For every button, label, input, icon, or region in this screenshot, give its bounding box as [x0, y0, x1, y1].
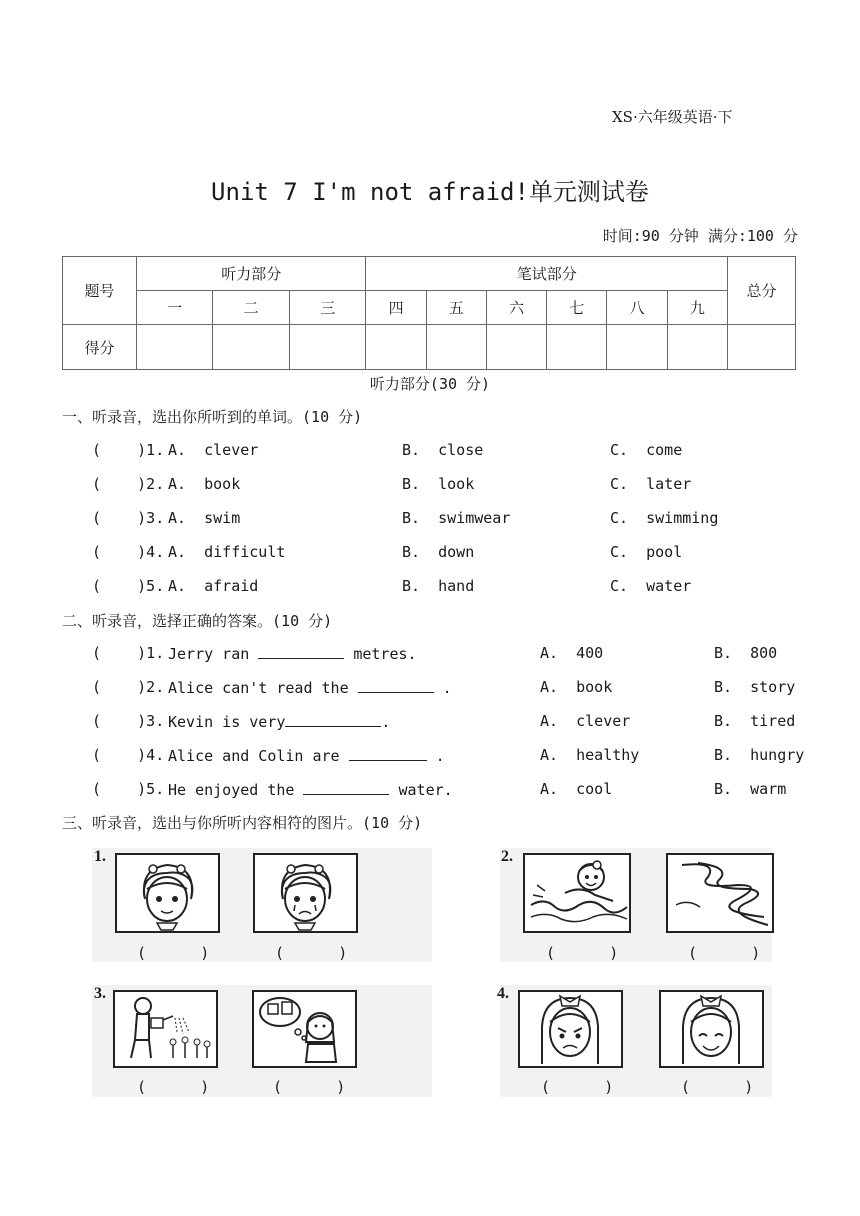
fill-blank[interactable]	[349, 746, 427, 761]
option-b: B. down	[402, 543, 475, 561]
question-text: Kevin is very	[168, 713, 286, 731]
score-cell[interactable]	[213, 325, 289, 370]
picture-number: 1.	[94, 848, 106, 865]
answer-paren[interactable]: ( )	[541, 1078, 614, 1096]
river-icon	[666, 853, 774, 933]
score-table	[62, 256, 796, 370]
answer-bracket[interactable]: ( )2.	[92, 475, 165, 493]
option-c: C. water	[610, 577, 692, 595]
score-cell[interactable]	[547, 325, 607, 370]
option-c: C. come	[610, 441, 683, 459]
question-text: water.	[389, 781, 453, 799]
section-cell: 九	[667, 291, 727, 325]
section-cell: 五	[426, 291, 486, 325]
question-text: Alice can't read the	[168, 679, 358, 697]
score-cell[interactable]	[486, 325, 546, 370]
question-row	[92, 475, 692, 495]
smiling-girl-icon	[659, 990, 764, 1068]
option-b: B. hungry	[714, 746, 805, 764]
score-cell[interactable]	[607, 325, 667, 370]
answer-bracket[interactable]: ( )5.	[92, 780, 165, 798]
score-cell[interactable]	[366, 325, 426, 370]
option-a: A. clever	[540, 712, 631, 730]
question-row	[92, 712, 796, 732]
question-text: He enjoyed the	[168, 781, 304, 799]
option-a: A. book	[540, 678, 613, 696]
question-row	[92, 577, 692, 597]
answer-paren[interactable]: ( )	[273, 1078, 346, 1096]
section-cell: 四	[366, 291, 426, 325]
answer-bracket[interactable]: ( )5.	[92, 577, 165, 595]
option-a: A. 400	[540, 644, 604, 662]
question-row	[92, 780, 787, 800]
question-text: Alice and Colin are	[168, 747, 349, 765]
grade-label: XS·六年级英语·下	[612, 108, 733, 126]
answer-bracket[interactable]: ( )1.	[92, 441, 165, 459]
section-cell: 一	[137, 291, 213, 325]
question-row	[92, 509, 719, 529]
option-a: A. book	[168, 475, 241, 493]
option-a: A. afraid	[168, 577, 259, 595]
question-row	[92, 746, 805, 766]
option-a: A. cool	[540, 780, 613, 798]
crying-girl-icon	[253, 853, 358, 933]
score-cell[interactable]	[667, 325, 727, 370]
girl-thinking-food-icon	[252, 990, 357, 1068]
answer-paren[interactable]: ( )	[275, 944, 348, 962]
score-label: 得分	[63, 325, 137, 370]
option-b: B. swimwear	[402, 509, 511, 527]
fill-blank[interactable]	[258, 644, 344, 659]
answer-bracket[interactable]: ( )2.	[92, 678, 165, 696]
option-b: B. look	[402, 475, 475, 493]
option-b: B. story	[714, 678, 796, 696]
gardener-icon	[113, 990, 218, 1068]
girl-face-icon	[115, 853, 220, 933]
fill-blank[interactable]	[285, 712, 381, 727]
picture-number: 3.	[94, 985, 106, 1002]
picture-number: 4.	[497, 985, 509, 1002]
option-b: B. hand	[402, 577, 475, 595]
picture-number: 2.	[501, 848, 513, 865]
page-title: Unit 7 I'm not afraid!单元测试卷	[211, 178, 649, 206]
option-b: B. warm	[714, 780, 787, 798]
answer-bracket[interactable]: ( )3.	[92, 712, 165, 730]
answer-paren[interactable]: ( )	[681, 1078, 754, 1096]
question-row	[92, 543, 683, 563]
answer-bracket[interactable]: ( )1.	[92, 644, 165, 662]
question-text: .	[381, 713, 391, 731]
question-row	[92, 678, 796, 698]
section-cell: 七	[547, 291, 607, 325]
score-cell[interactable]	[426, 325, 486, 370]
option-a: A. swim	[168, 509, 241, 527]
part3-title: 三、听录音，选出与你所听内容相符的图片。(10 分)	[62, 814, 423, 832]
option-a: A. healthy	[540, 746, 640, 764]
total-header: 总分	[728, 257, 796, 325]
option-b: B. 800	[714, 644, 778, 662]
question-text: .	[433, 679, 452, 697]
answer-paren[interactable]: ( )	[688, 944, 761, 962]
question-no-header: 题号	[63, 257, 137, 325]
option-c: C. later	[610, 475, 692, 493]
time-info: 时间:90 分钟 满分:100 分	[602, 227, 798, 245]
section-cell: 八	[607, 291, 667, 325]
option-a: A. clever	[168, 441, 259, 459]
listening-header: 听力部分	[137, 257, 366, 291]
score-cell[interactable]	[728, 325, 796, 370]
question-row	[92, 644, 778, 664]
part1-title: 一、听录音，选出你所听到的单词。(10 分)	[62, 408, 363, 426]
answer-paren[interactable]: ( )	[546, 944, 619, 962]
answer-bracket[interactable]: ( )3.	[92, 509, 165, 527]
question-text: .	[426, 747, 445, 765]
part2-title: 二、听录音，选择正确的答案。(10 分)	[62, 612, 333, 630]
section-cell: 六	[486, 291, 546, 325]
option-b: B. close	[402, 441, 484, 459]
score-cell[interactable]	[137, 325, 213, 370]
option-c: C. pool	[610, 543, 683, 561]
option-c: C. swimming	[610, 509, 719, 527]
question-text: metres.	[344, 645, 417, 663]
answer-paren[interactable]: ( )	[137, 944, 210, 962]
swimmer-icon	[523, 853, 631, 933]
question-row	[92, 441, 683, 461]
answer-bracket[interactable]: ( )4.	[92, 543, 165, 561]
answer-paren[interactable]: ( )	[137, 1078, 210, 1096]
option-a: A. difficult	[168, 543, 286, 561]
section-cell: 三	[289, 291, 366, 325]
fill-blank[interactable]	[358, 678, 434, 693]
option-b: B. tired	[714, 712, 796, 730]
section-cell: 二	[213, 291, 289, 325]
question-text: Jerry ran	[168, 645, 259, 663]
fill-blank[interactable]	[303, 780, 389, 795]
answer-bracket[interactable]: ( )4.	[92, 746, 165, 764]
score-cell[interactable]	[289, 325, 366, 370]
listening-section-header: 听力部分(30 分)	[369, 375, 491, 393]
written-header: 笔试部分	[366, 257, 728, 291]
angry-girl-icon	[518, 990, 623, 1068]
